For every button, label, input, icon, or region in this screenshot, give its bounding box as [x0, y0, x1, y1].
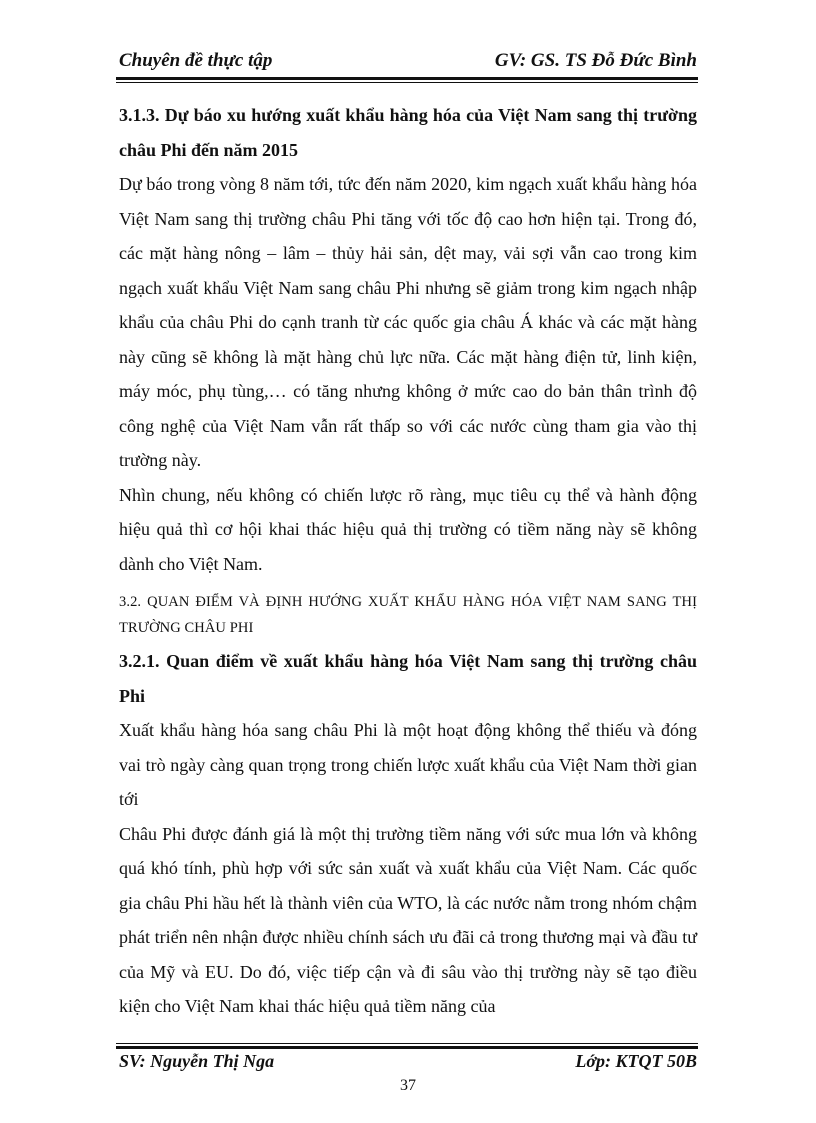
section-321-paragraph-1: Xuất khẩu hàng hóa sang châu Phi là một hoạt động không thể thiếu và đóng vai trò ngày càng quan trọng trong chiến lược xuất khẩu của Việt Nam thời gian tới: [119, 720, 697, 809]
header-divider-thin: [116, 82, 698, 83]
footer-divider-thin: [116, 1043, 698, 1044]
footer-class: Lớp: KTQT 50B: [575, 1051, 697, 1071]
section-32-heading: 3.2. QUAN ĐIỂM VÀ ĐỊNH HƯỚNG XUẤT KHẨU HÀNG HÓA VIỆT NAM SANG THỊ TRƯỜNG CHÂU PHI: [119, 594, 697, 636]
header-supervisor: GV: GS. TS Đỗ Đức Bình: [494, 50, 697, 71]
footer-divider: [116, 1046, 698, 1049]
section-313-paragraph-1: Dự báo trong vòng 8 năm tới, tức đến năm 2020, kim ngạch xuất khẩu hàng hóa Việt Nam sang thị trường châu Phi tăng với tốc độ cao hơn hiện tại. Trong đó, các mặt hàng nông – lâm – thủy hải sản, dệt may, vải sợi vẫn cao trong kim ngạch xuất khẩu Việt Nam sang châu Phi nhưng sẽ giảm trong kim ngạch nhập khẩu của châu Phi do cạnh tranh từ các quốc gia châu Á khác và các mặt hàng này cũng sẽ không là mặt hàng chủ lực nữa. Các mặt hàng điện tử, linh kiện, máy móc, phụ tùng,… có tăng nhưng không ở mức cao do bản thân trình độ công nghệ của Việt Nam vẫn rất thấp so với các nước cùng tham gia vào thị trường này.: [119, 174, 697, 470]
section-321-heading: 3.2.1. Quan điểm về xuất khẩu hàng hóa Việt Nam sang thị trường châu Phi: [119, 651, 697, 706]
section-313-heading: 3.1.3. Dự báo xu hướng xuất khẩu hàng hóa của Việt Nam sang thị trường châu Phi đến năm 2015: [119, 105, 697, 160]
page-footer: [119, 1051, 697, 1072]
header-divider: [116, 77, 698, 80]
page-number: 37: [400, 1077, 416, 1094]
page-body: [119, 98, 697, 1024]
page-header: [119, 50, 697, 72]
header-course-title: Chuyên đề thực tập: [119, 50, 273, 71]
footer-student-name: SV: Nguyễn Thị Nga: [119, 1051, 275, 1071]
section-313-paragraph-2: Nhìn chung, nếu không có chiến lược rõ ràng, mục tiêu cụ thể và hành động hiệu quả thì cơ hội khai thác hiệu quả thị trường có tiềm năng này sẽ không dành cho Việt Nam.: [119, 484, 697, 574]
section-321-paragraph-2: Châu Phi được đánh giá là một thị trường tiềm năng với sức mua lớn và không quá khó tính, phù hợp với sức sản xuất và xuất khẩu của Việt Nam. Các quốc gia châu Phi hầu hết là thành viên của WTO, là các nước nằm trong nhóm chậm phát triển nên nhận được nhiều chính sách ưu đãi cả trong thương mại và đầu tư của Mỹ và EU. Do đó, việc tiếp cận và đi sâu vào thị trường này sẽ tạo điều kiện cho Việt Nam khai thác hiệu quả tiềm năng của: [119, 823, 697, 1016]
